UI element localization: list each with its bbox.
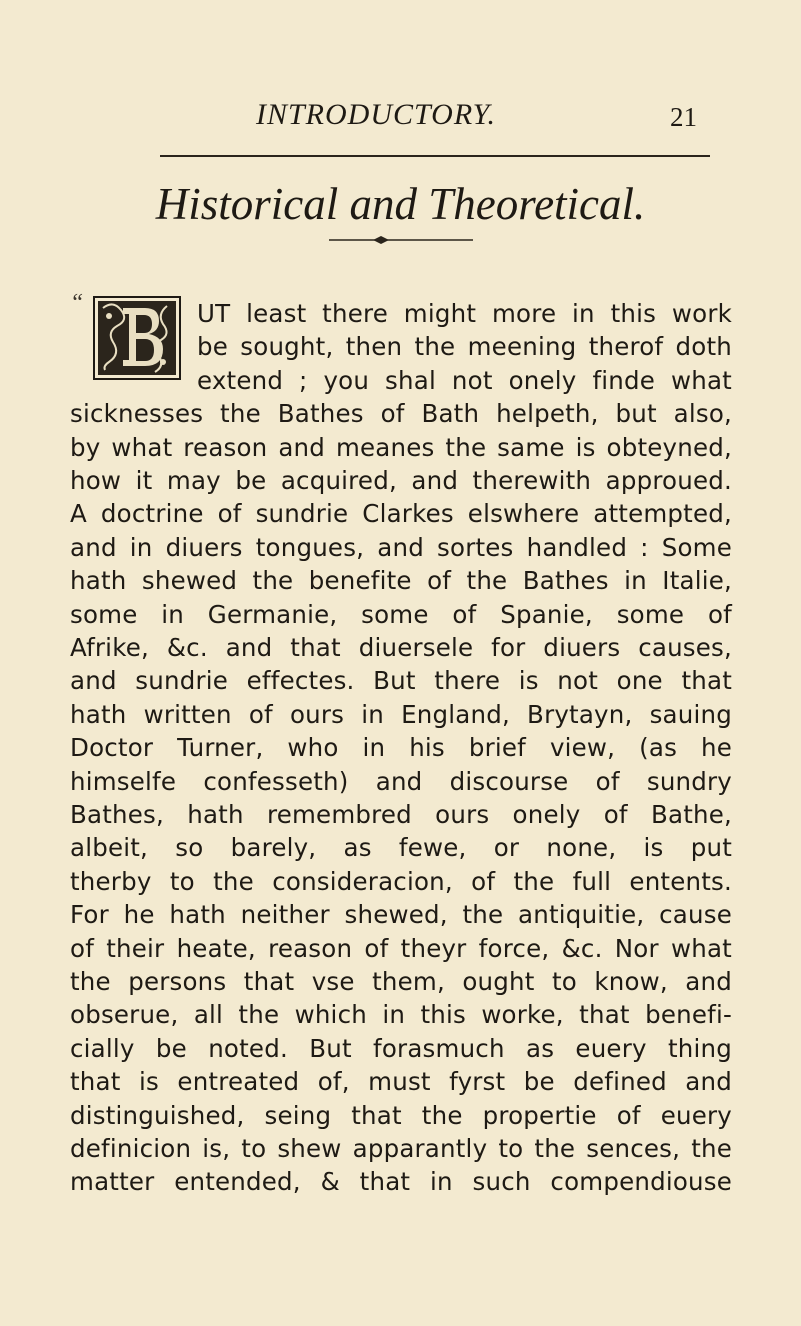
body-line: and in diuers tongues, and sortes handled : Some xyxy=(70,532,732,562)
body-line: Bathes, hath remembred ours onely of Bathe, xyxy=(70,800,732,829)
body-line: For he hath neither shewed, the antiquitie, cause xyxy=(70,900,732,930)
section-title: Historical and Theoretical. xyxy=(155,179,646,229)
body-line: of their heate, reason of theyr force, &c. Nor what xyxy=(70,933,732,963)
body-line: distinguished, seing that the propertie of euery xyxy=(70,1100,732,1130)
body-line: the persons that vse them, ought to know, and xyxy=(70,967,732,996)
body-line: how it may be acquired, and therewith approued. xyxy=(70,466,732,495)
running-title: INTRODUCTORY. xyxy=(256,98,497,131)
body-line: himselfe confesseth) and discourse of sundry xyxy=(70,766,732,796)
body-line: albeit, so barely, as fewe, or none, is put xyxy=(70,833,732,863)
body-line: sicknesses the Bathes of Bath helpeth, but also, xyxy=(70,399,732,429)
opening-quote-mark: “ xyxy=(70,290,84,316)
body-line: UT least there might more in this work xyxy=(197,299,732,328)
body-line: by what reason and meanes the same is obteyned, xyxy=(70,432,732,462)
body-line: matter entended, & that in such compendiouse xyxy=(70,1167,732,1197)
body-line: and sundrie effectes. But there is not one that xyxy=(70,666,732,696)
body-line: extend ; you shal not onely finde what xyxy=(197,365,732,395)
body-line: definicion is, to shew apparantly to the sences, the xyxy=(70,1134,732,1163)
body-line: that is entreated of, must fyrst be defined and xyxy=(70,1067,732,1097)
body-line: A doctrine of sundrie Clarkes elswhere attempted, xyxy=(70,499,732,529)
body-line: Afrike, &c. and that diuersele for diuers causes, xyxy=(70,633,732,662)
body-line: cially be noted. But forasmuch as euery thing xyxy=(70,1033,732,1063)
body-line: hath written of ours in England, Brytayn, sauing xyxy=(70,699,732,729)
body-line: therby to the consideracion, of the full entents. xyxy=(70,866,732,896)
body-line: some in Germanie, some of Spanie, some of xyxy=(70,599,732,629)
body-line: be sought, then the meening therof doth xyxy=(197,332,732,362)
body-line: Doctor Turner, who in his brief view, (as he xyxy=(70,733,732,763)
page-number: 21 xyxy=(670,102,697,132)
body-line: obserue, all the which in this worke, that benefi- xyxy=(70,1000,732,1030)
body-line: hath shewed the benefite of the Bathes in Italie, xyxy=(70,566,732,596)
